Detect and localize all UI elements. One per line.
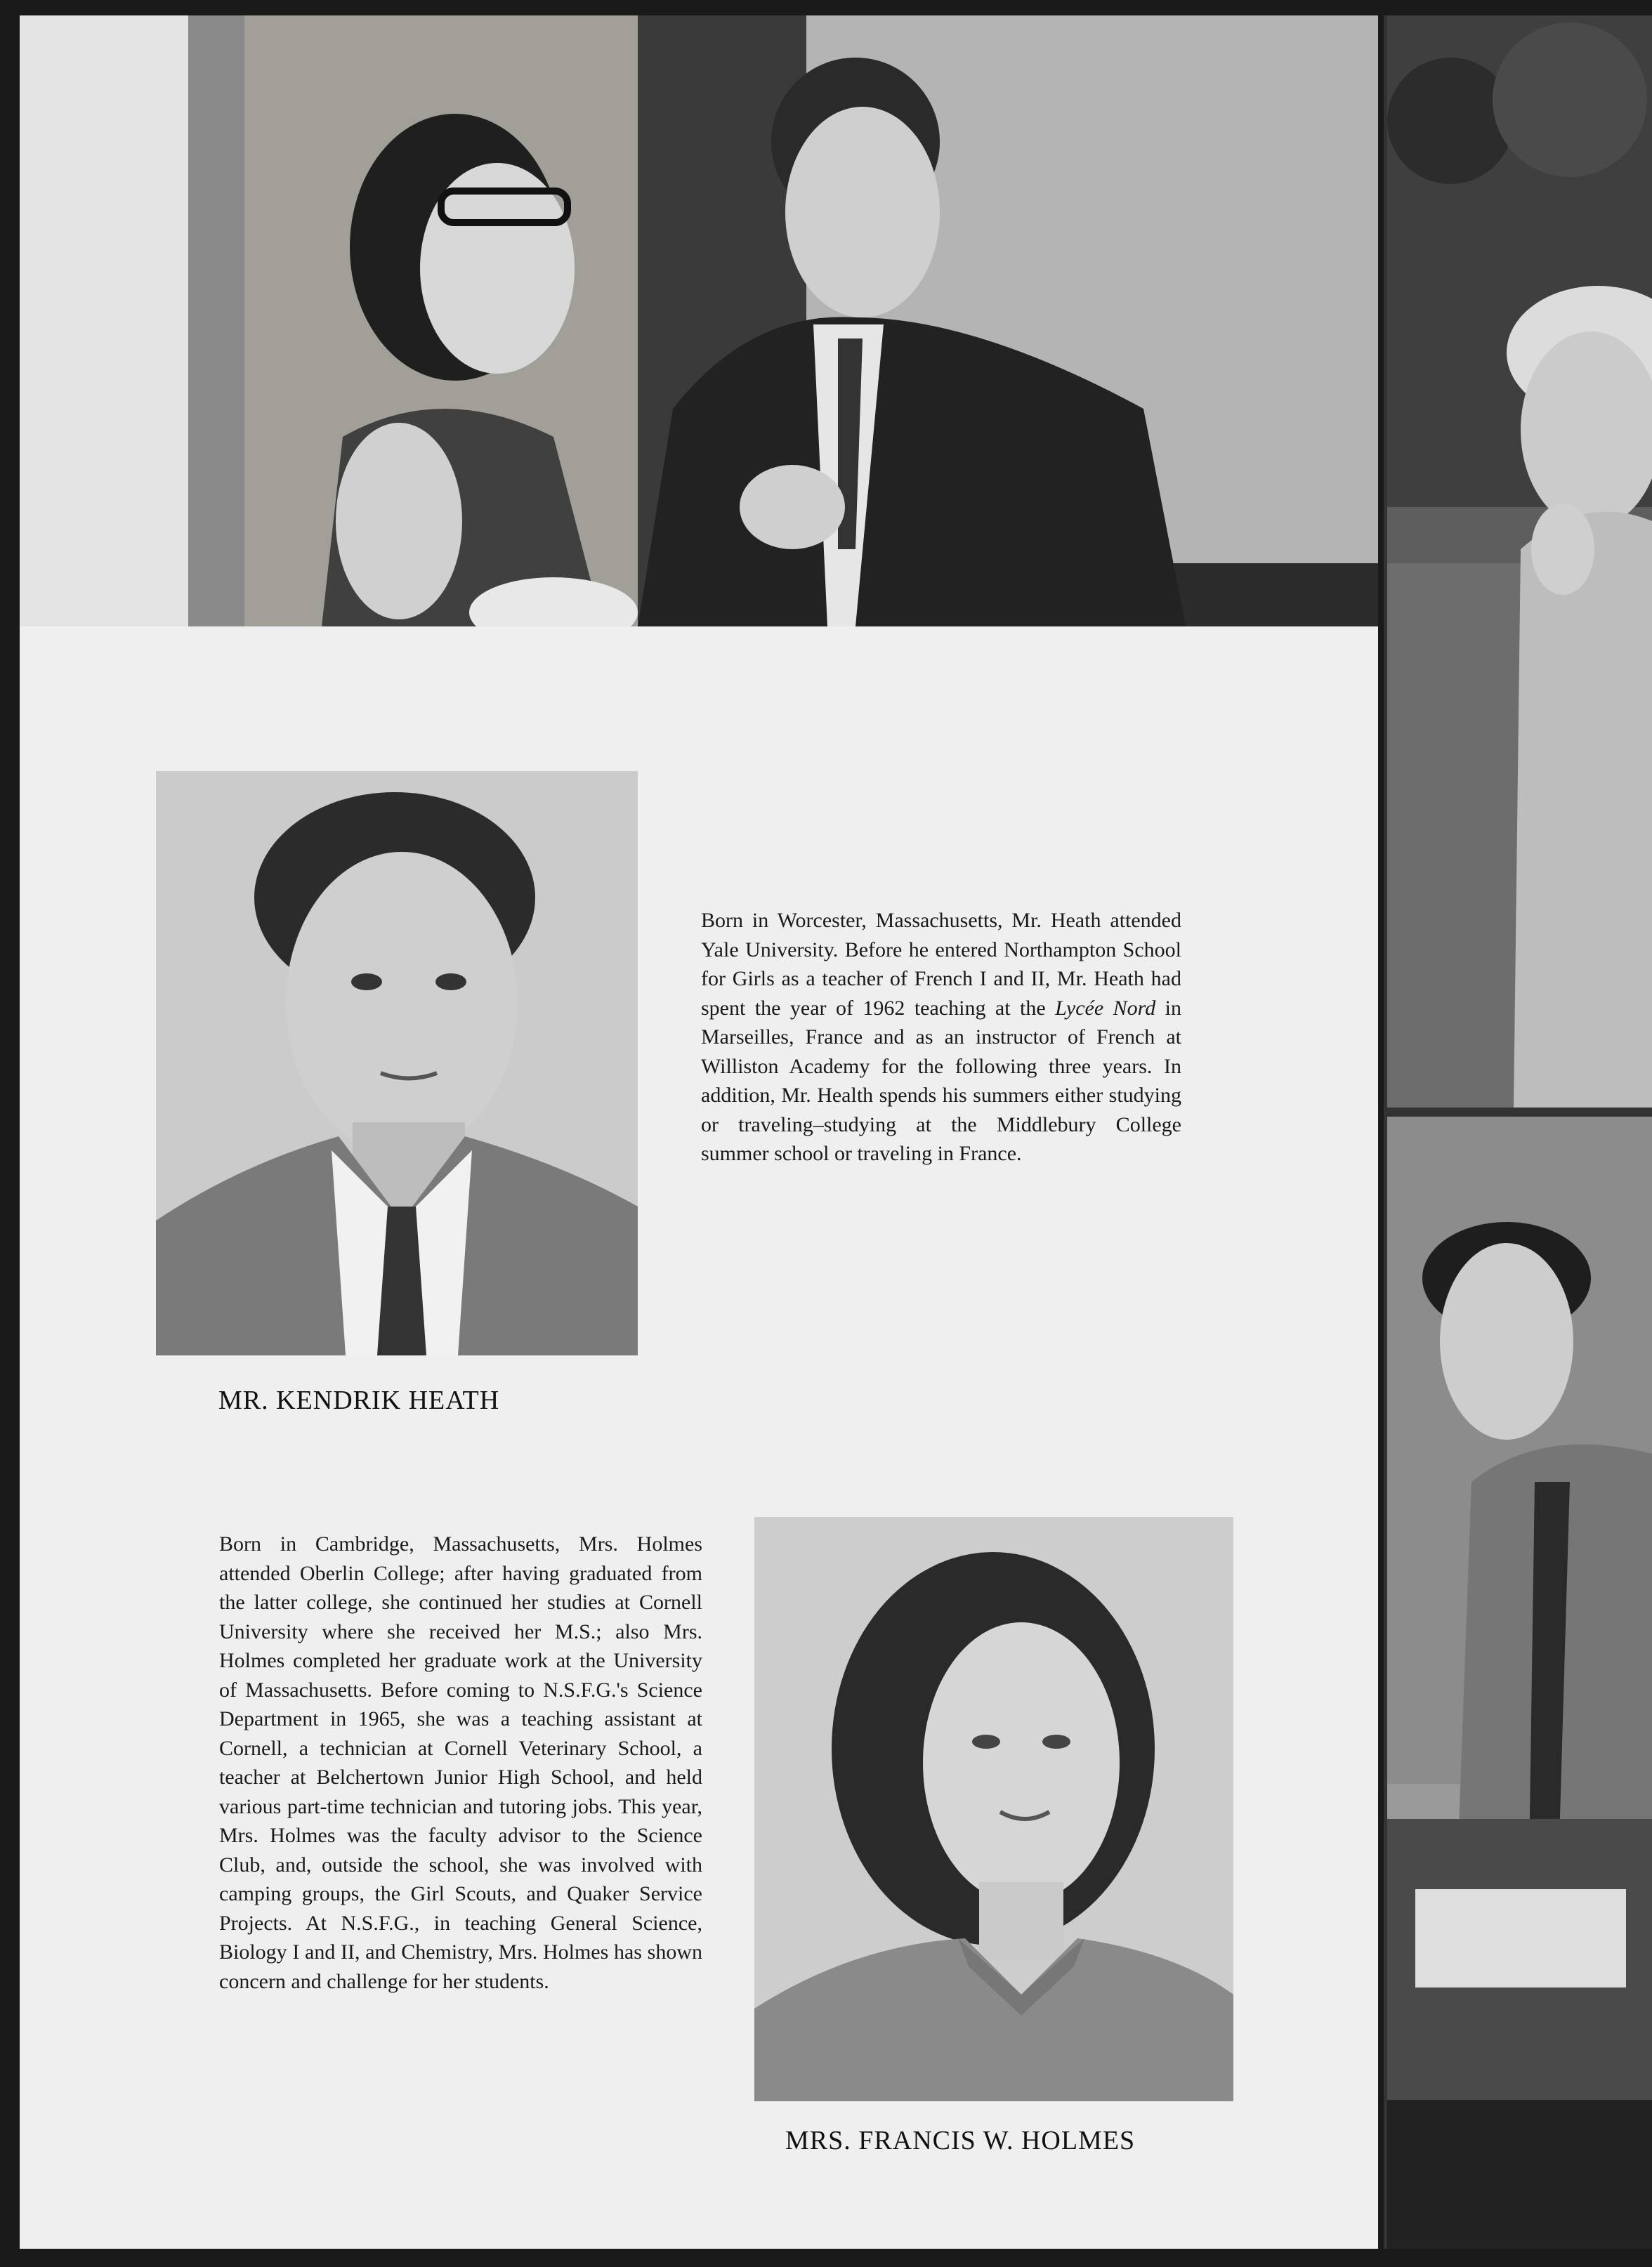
heath-bio xyxy=(701,906,1181,1169)
holmes-caption: MRS. FRANCIS W. HOLMES xyxy=(785,2126,1136,2155)
side-photo-teacher xyxy=(1387,1117,1652,2249)
holmes-portrait xyxy=(754,1517,1233,2101)
top-candid-photo xyxy=(20,15,1378,626)
heath-caption: MR. KENDRIK HEATH xyxy=(218,1386,500,1415)
side-photo-woman xyxy=(1387,15,1652,1108)
heath-bio-text-1: Born in Worcester, Massachusetts, Mr. Heath attended Yale University. Before he entered Northampton School for Girls as a teacher of French I and II, Mr. Heath had spent the year of 1962 teaching at the xyxy=(701,909,1181,1020)
heath-bio-text-2: in Marseilles, France and as an instructor of French at Williston Academy for the following three years. In addition, Mr. Health spends his summers either studying or traveling–studying at the Middlebury College summer school or traveling in France. xyxy=(701,996,1181,1165)
heath-bio-school: Lycée Nord xyxy=(1055,996,1156,1020)
holmes-bio: Born in Cambridge, Massachusetts, Mrs. Holmes attended Oberlin College; after having graduated from the latter college, she continued her studies at Cornell University where she received her M.S.; also Mrs. Holmes completed her graduate work at the University of Massachusetts. Before coming to N.S.F.G.'s Science Department in 1965, she was a teaching assistant at Cornell, a technician at Cornell Veterinary School, a teacher at Belchertown Junior High School, and held various part-time technician and tutoring jobs. This year, Mrs. Holmes was the faculty advisor to the Science Club, and, outside the school, she was involved with camping groups, the Girl Scouts, and Quaker Service Projects. At N.S.F.G., in teaching General Science, Biology I and II, and Chemistry, Mrs. Holmes has shown concern and challenge for her students. xyxy=(219,1532,702,1993)
heath-portrait xyxy=(156,771,638,1355)
